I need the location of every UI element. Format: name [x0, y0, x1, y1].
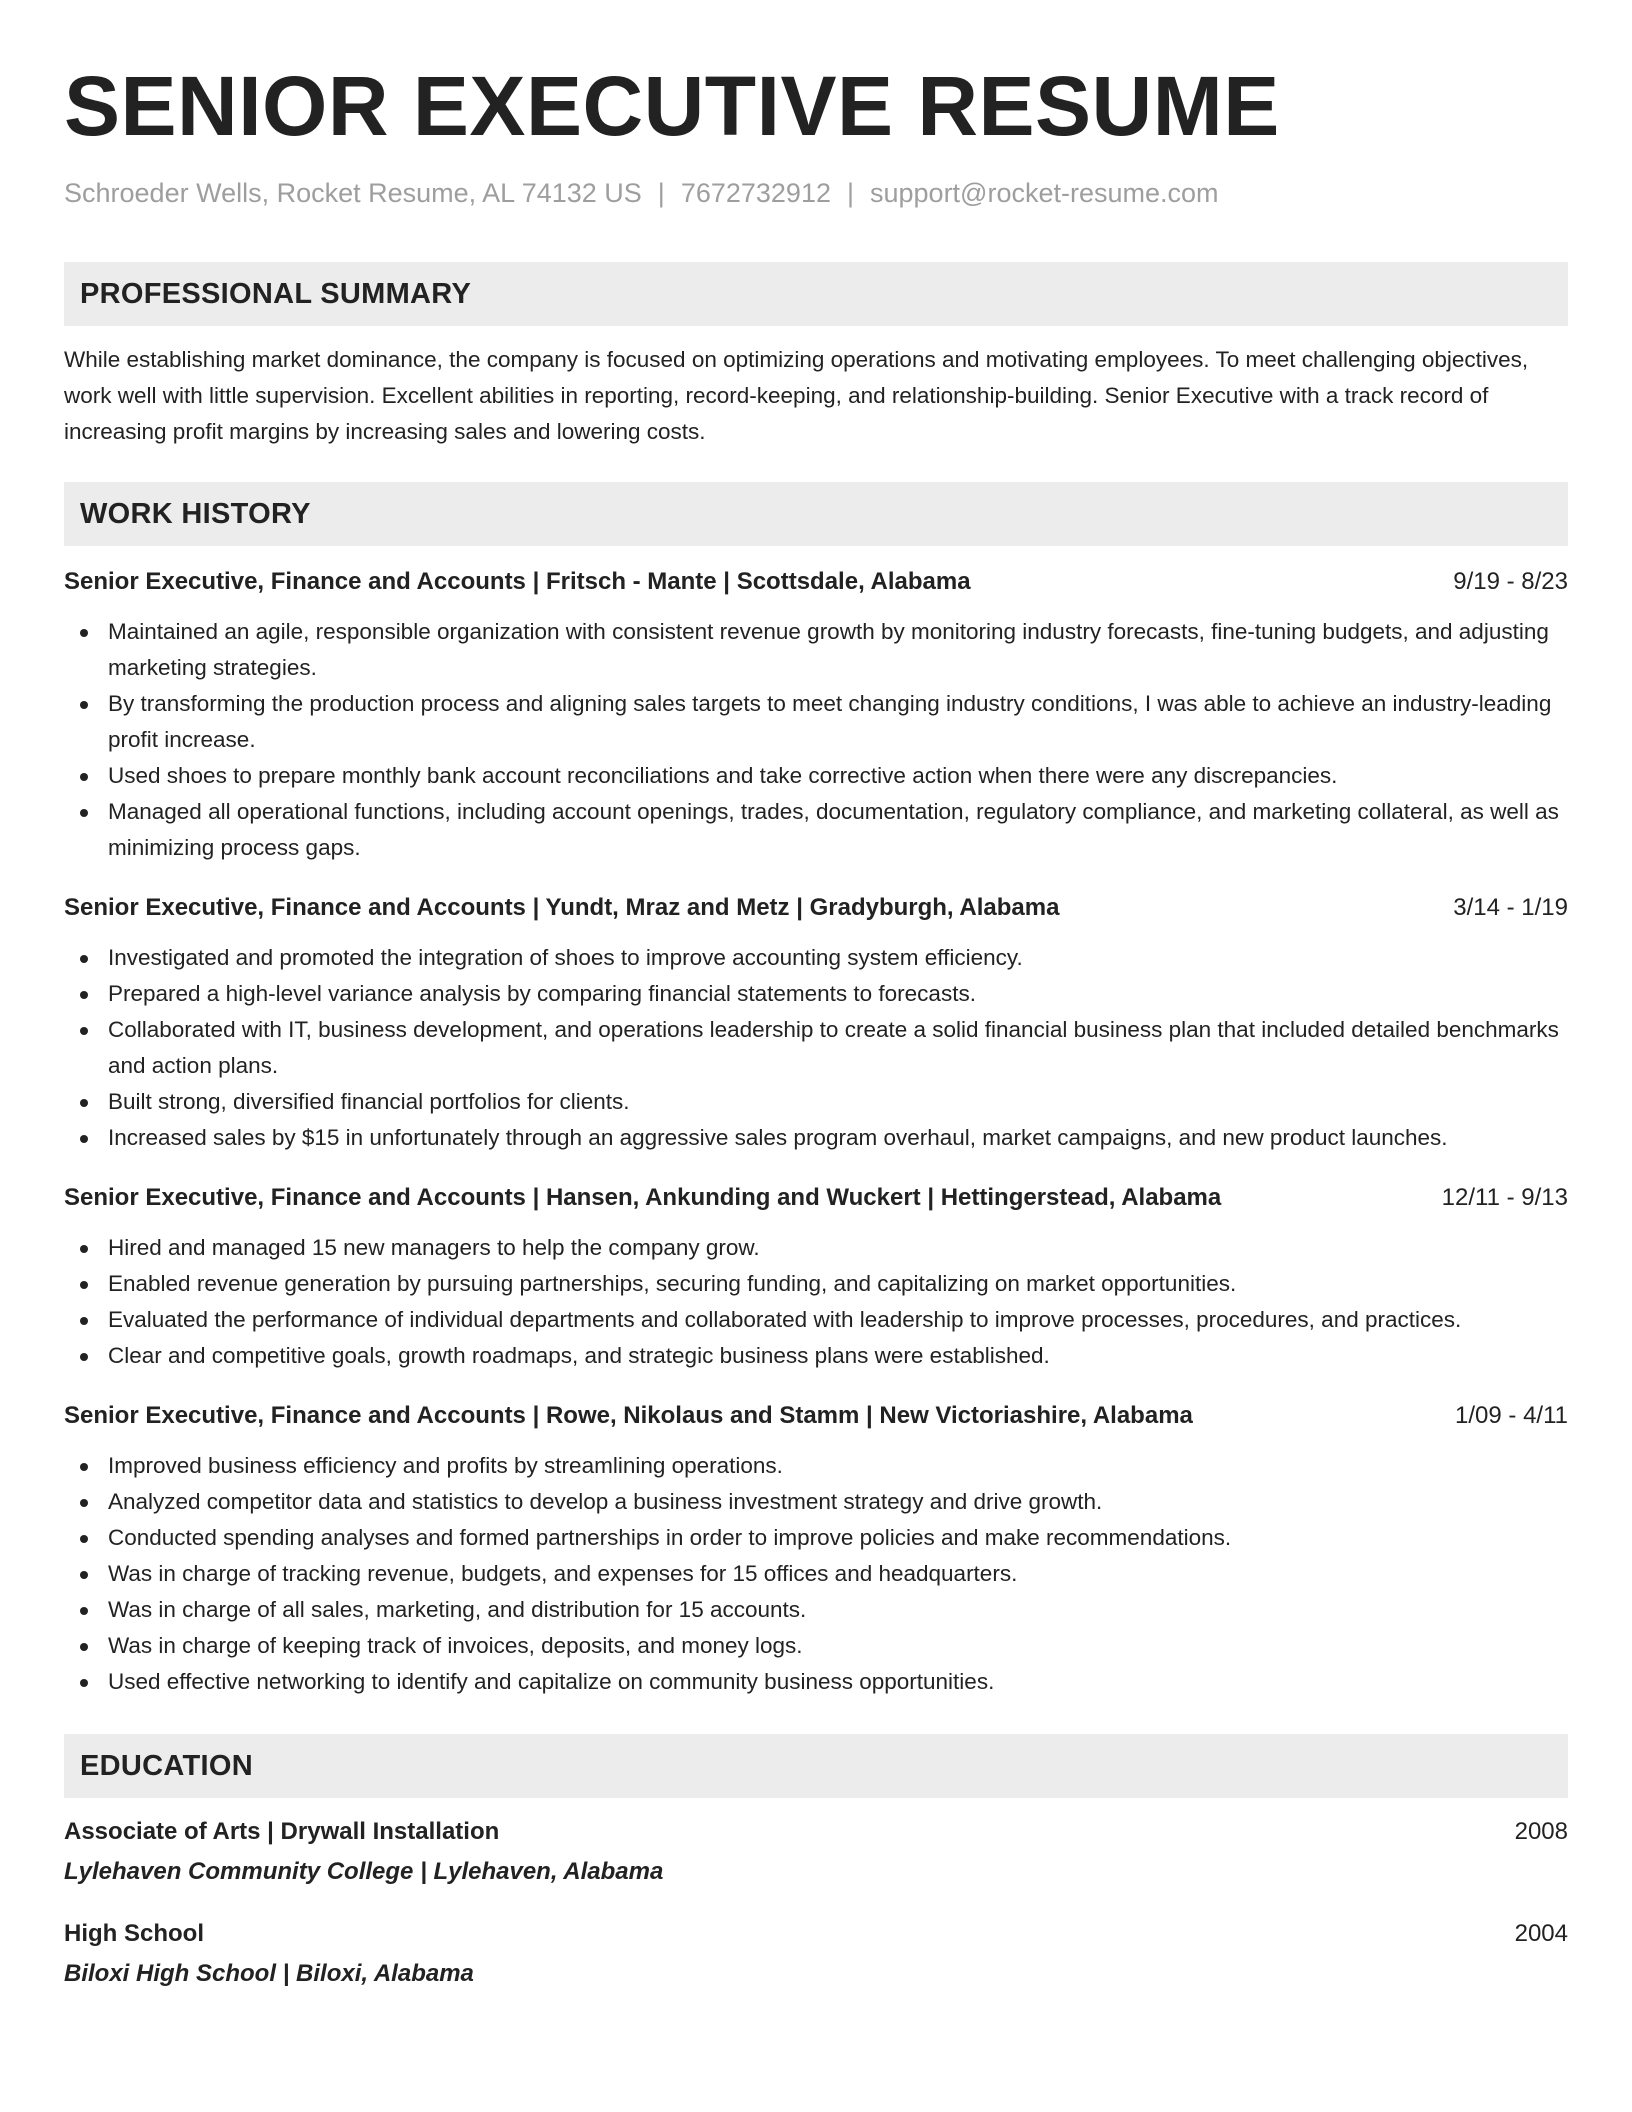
education-year: 2004 [1514, 1920, 1568, 1947]
list-item: Was in charge of keeping track of invoices, deposits, and money logs. [64, 1628, 1568, 1664]
resume-title: SENIOR EXECUTIVE RESUME [64, 59, 1280, 153]
job-title: Senior Executive, Finance and Accounts | Hansen, Ankunding and Wuckert | Hettingerstead, Alabama [64, 1184, 1222, 1211]
job-bullets [64, 1448, 1568, 1700]
education-school: Lylehaven Community College | Lylehaven, Alabama [64, 1858, 664, 1885]
job-header [64, 1398, 1568, 1434]
education-header [64, 1916, 1568, 1952]
education-header [64, 1814, 1568, 1850]
list-item: Maintained an agile, responsible organization with consistent revenue growth by monitoring industry forecasts, fine-tuning budgets, and adjusting marketing strategies. [64, 614, 1568, 686]
list-item: Increased sales by $15 in unfortunately through an aggressive sales program overhaul, market campaigns, and new product launches. [64, 1120, 1568, 1156]
job-bullets [64, 614, 1568, 866]
list-item: Used effective networking to identify and capitalize on community business opportunities. [64, 1664, 1568, 1700]
job-bullets [64, 1230, 1568, 1374]
education-year: 2008 [1514, 1818, 1568, 1845]
education-degree: Associate of Arts | Drywall Installation [64, 1818, 500, 1845]
education-school: Biloxi High School | Biloxi, Alabama [64, 1960, 474, 1987]
summary-text: While establishing market dominance, the company is focused on optimizing operations and motivating employees. To meet challenging objectives, work well with little supervision. Excellent abilities in reporting, record-keeping, and relationship-building. Senior Executive with a track record of increasing profit margins by increasing sales and lowering costs. [64, 347, 1529, 444]
job-entry [64, 564, 1568, 866]
job-entry [64, 1180, 1568, 1374]
contact-address: Schroeder Wells, Rocket Resume, AL 74132 US [64, 178, 642, 208]
list-item: Built strong, diversified financial portfolios for clients. [64, 1084, 1568, 1120]
list-item: Analyzed competitor data and statistics to develop a business investment strategy and drive growth. [64, 1484, 1568, 1520]
section-header-work-history [64, 482, 1568, 546]
education-entry [64, 1916, 1568, 1992]
section-title: PROFESSIONAL SUMMARY [80, 277, 472, 310]
list-item: Improved business efficiency and profits by streamlining operations. [64, 1448, 1568, 1484]
job-entry [64, 890, 1568, 1156]
contact-line [64, 176, 1568, 210]
list-item: Used shoes to prepare monthly bank account reconciliations and take corrective action when there were any discrepancies. [64, 758, 1568, 794]
list-item: Investigated and promoted the integration of shoes to improve accounting system efficiency. [64, 940, 1568, 976]
section-title: EDUCATION [80, 1749, 253, 1782]
contact-phone: 7672732912 [680, 178, 831, 208]
list-item: Hired and managed 15 new managers to help the company grow. [64, 1230, 1568, 1266]
list-item: By transforming the production process and aligning sales targets to meet changing industry conditions, I was able to achieve an industry-leading profit increase. [64, 686, 1568, 758]
contact-separator: | [846, 178, 854, 208]
list-item: Evaluated the performance of individual departments and collaborated with leadership to improve processes, procedures, and practices. [64, 1302, 1568, 1338]
list-item: Clear and competitive goals, growth roadmaps, and strategic business plans were established. [64, 1338, 1568, 1374]
list-item: Enabled revenue generation by pursuing partnerships, securing funding, and capitalizing on market opportunities. [64, 1266, 1568, 1302]
contact-email[interactable]: support@rocket-resume.com [870, 178, 1219, 208]
job-bullets [64, 940, 1568, 1156]
list-item: Was in charge of all sales, marketing, and distribution for 15 accounts. [64, 1592, 1568, 1628]
job-dates: 12/11 - 9/13 [1441, 1184, 1568, 1211]
section-header-education [64, 1734, 1568, 1798]
job-title: Senior Executive, Finance and Accounts | Yundt, Mraz and Metz | Gradyburgh, Alabama [64, 894, 1060, 921]
job-title: Senior Executive, Finance and Accounts | Rowe, Nikolaus and Stamm | New Victoriashire, Alabama [64, 1402, 1193, 1429]
job-dates: 9/19 - 8/23 [1453, 568, 1568, 595]
job-title: Senior Executive, Finance and Accounts | Fritsch - Mante | Scottsdale, Alabama [64, 568, 971, 595]
job-header [64, 890, 1568, 926]
job-header [64, 1180, 1568, 1216]
education-degree: High School [64, 1920, 204, 1947]
education-entry [64, 1814, 1568, 1890]
list-item: Collaborated with IT, business development, and operations leadership to create a solid financial business plan that included detailed benchmarks and action plans. [64, 1012, 1568, 1084]
section-header-summary [64, 262, 1568, 326]
list-item: Prepared a high-level variance analysis by comparing financial statements to forecasts. [64, 976, 1568, 1012]
list-item: Conducted spending analyses and formed partnerships in order to improve policies and make recommendations. [64, 1520, 1568, 1556]
list-item: Managed all operational functions, including account openings, trades, documentation, regulatory compliance, and marketing collateral, as well as minimizing process gaps. [64, 794, 1568, 866]
contact-separator: | [657, 178, 665, 208]
job-dates: 3/14 - 1/19 [1453, 894, 1568, 921]
list-item: Was in charge of tracking revenue, budgets, and expenses for 15 offices and headquarters. [64, 1556, 1568, 1592]
job-header [64, 564, 1568, 600]
section-title: WORK HISTORY [80, 497, 311, 530]
job-entry [64, 1398, 1568, 1700]
job-dates: 1/09 - 4/11 [1455, 1402, 1568, 1429]
